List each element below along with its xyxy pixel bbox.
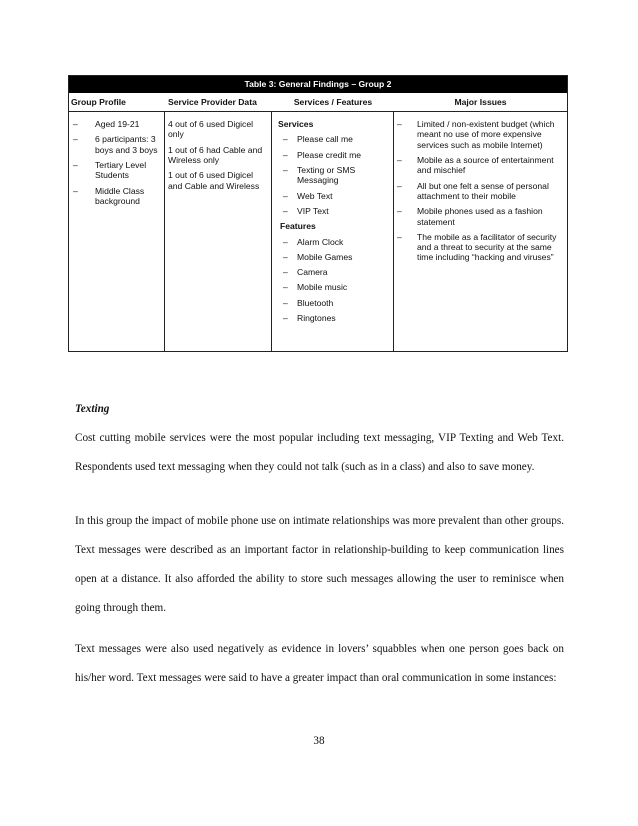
dash-bullet: –	[73, 185, 78, 196]
major-issues-list	[397, 119, 561, 263]
provider-line: 1 out of 6 used Digicel and Cable and Wireless	[168, 170, 260, 191]
list-item	[281, 267, 393, 277]
table-body-row	[69, 112, 567, 351]
dash-bullet: –	[283, 149, 288, 160]
list-item	[281, 134, 393, 144]
list-item	[281, 191, 393, 201]
list-item-text: Bluetooth	[297, 297, 334, 308]
list-item	[281, 237, 393, 247]
list-item	[281, 150, 393, 160]
dash-bullet: –	[397, 154, 402, 165]
dash-bullet: –	[283, 134, 288, 145]
dash-bullet: –	[397, 119, 402, 129]
provider-line: 1 out of 6 had Cable and Wireless only	[168, 144, 263, 165]
list-item-text: VIP Text	[297, 205, 329, 216]
header-group-profile: Group Profile	[71, 97, 126, 107]
dash-bullet: –	[283, 297, 288, 308]
dash-bullet: –	[397, 180, 402, 191]
dash-bullet: –	[283, 313, 288, 324]
list-item	[71, 134, 164, 155]
dash-bullet: –	[283, 282, 288, 293]
dash-bullet: –	[283, 251, 288, 262]
dash-bullet: –	[397, 231, 402, 242]
list-item-text: Middle Class background	[95, 185, 145, 206]
list-item-text: All but one felt a sense of personal attachment to their mobile	[417, 180, 549, 201]
services-features-cell	[272, 112, 394, 351]
list-item	[71, 119, 164, 129]
list-item-text: Please call me	[297, 134, 353, 145]
list-item-text: Tertiary Level Students	[95, 159, 147, 181]
list-item	[281, 282, 393, 292]
paragraph: Text messages were also used negatively as evidence in lovers’ squabbles when one person goes back on his/her word. Text messages were said to have a greater impact than oral communication in some instances:	[75, 643, 564, 684]
list-item-text: Mobile as a source of entertainment and mischief	[417, 154, 554, 176]
group-profile-cell	[69, 112, 165, 351]
list-item-text: Ringtones	[297, 313, 336, 324]
list-item	[397, 232, 561, 263]
paragraph: In this group the impact of mobile phone use on intimate relationships was more prevalent than other groups. Text messages were described as an important factor in relationship-building to keep communication lines open at a distance. It also afforded the ability to store such messages allowing the user to reminisce when going through them.	[75, 515, 564, 614]
list-item-text: Mobile music	[297, 282, 348, 293]
list-item-text: Limited / non-existent budget (which meant no use of more expensive services such as mobile Internet)	[417, 119, 555, 150]
dash-bullet: –	[397, 206, 402, 217]
list-item	[281, 252, 393, 262]
dash-bullet: –	[73, 119, 78, 129]
list-item	[281, 313, 393, 323]
list-item-text: Texting or SMS Messaging	[297, 164, 356, 186]
dash-bullet: –	[283, 164, 288, 175]
services-heading: Services	[278, 119, 314, 129]
dash-bullet: –	[73, 134, 78, 145]
header-service-provider-data: Service Provider Data	[168, 97, 257, 107]
list-item-text: Mobile Games	[297, 251, 353, 262]
list-item-text: Alarm Clock	[297, 236, 344, 247]
major-issues-cell	[394, 112, 567, 351]
table-caption: Table 3: General Findings – Group 2	[69, 76, 567, 93]
header-major-issues: Major Issues	[454, 97, 507, 107]
dash-bullet: –	[283, 205, 288, 216]
paragraph: Cost cutting mobile services were the most popular including text messaging, VIP Texting and Web Text. Respondents used text messaging when they could not talk (such as in a class) and also to save money.	[75, 432, 564, 473]
list-item-text: Web Text	[297, 190, 333, 201]
list-item	[281, 165, 393, 186]
list-item	[397, 119, 561, 150]
table-header-row	[69, 93, 567, 112]
findings-table	[68, 75, 568, 352]
list-item	[71, 186, 164, 207]
list-item-text: Aged 19-21	[95, 119, 140, 129]
dash-bullet: –	[73, 159, 78, 170]
list-item	[281, 298, 393, 308]
header-services-features: Services / Features	[293, 97, 373, 107]
list-item-text: Please credit me	[297, 149, 362, 160]
list-item-text: The mobile as a facilitator of security and a threat to security at the same time including “hacking and viruses”	[417, 231, 557, 263]
section-heading: Texting	[75, 403, 110, 415]
list-item-text: Mobile phones used as a fashion statement	[417, 206, 543, 227]
dash-bullet: –	[283, 190, 288, 201]
list-item	[397, 155, 561, 176]
features-list	[281, 237, 393, 324]
services-list	[281, 134, 393, 216]
list-item	[71, 160, 164, 181]
list-item	[397, 181, 561, 202]
list-item	[281, 206, 393, 216]
list-item-text: 6 participants: 3 boys and 3 boys	[95, 134, 158, 155]
list-item-text: Camera	[297, 267, 328, 278]
page-number: 38	[313, 735, 325, 747]
service-provider-cell	[165, 112, 272, 351]
dash-bullet: –	[283, 236, 288, 247]
provider-line: 4 out of 6 used Digicel only	[168, 119, 254, 140]
list-item	[397, 206, 561, 227]
features-heading: Features	[280, 221, 316, 232]
dash-bullet: –	[283, 267, 288, 278]
group-profile-list	[71, 119, 164, 206]
